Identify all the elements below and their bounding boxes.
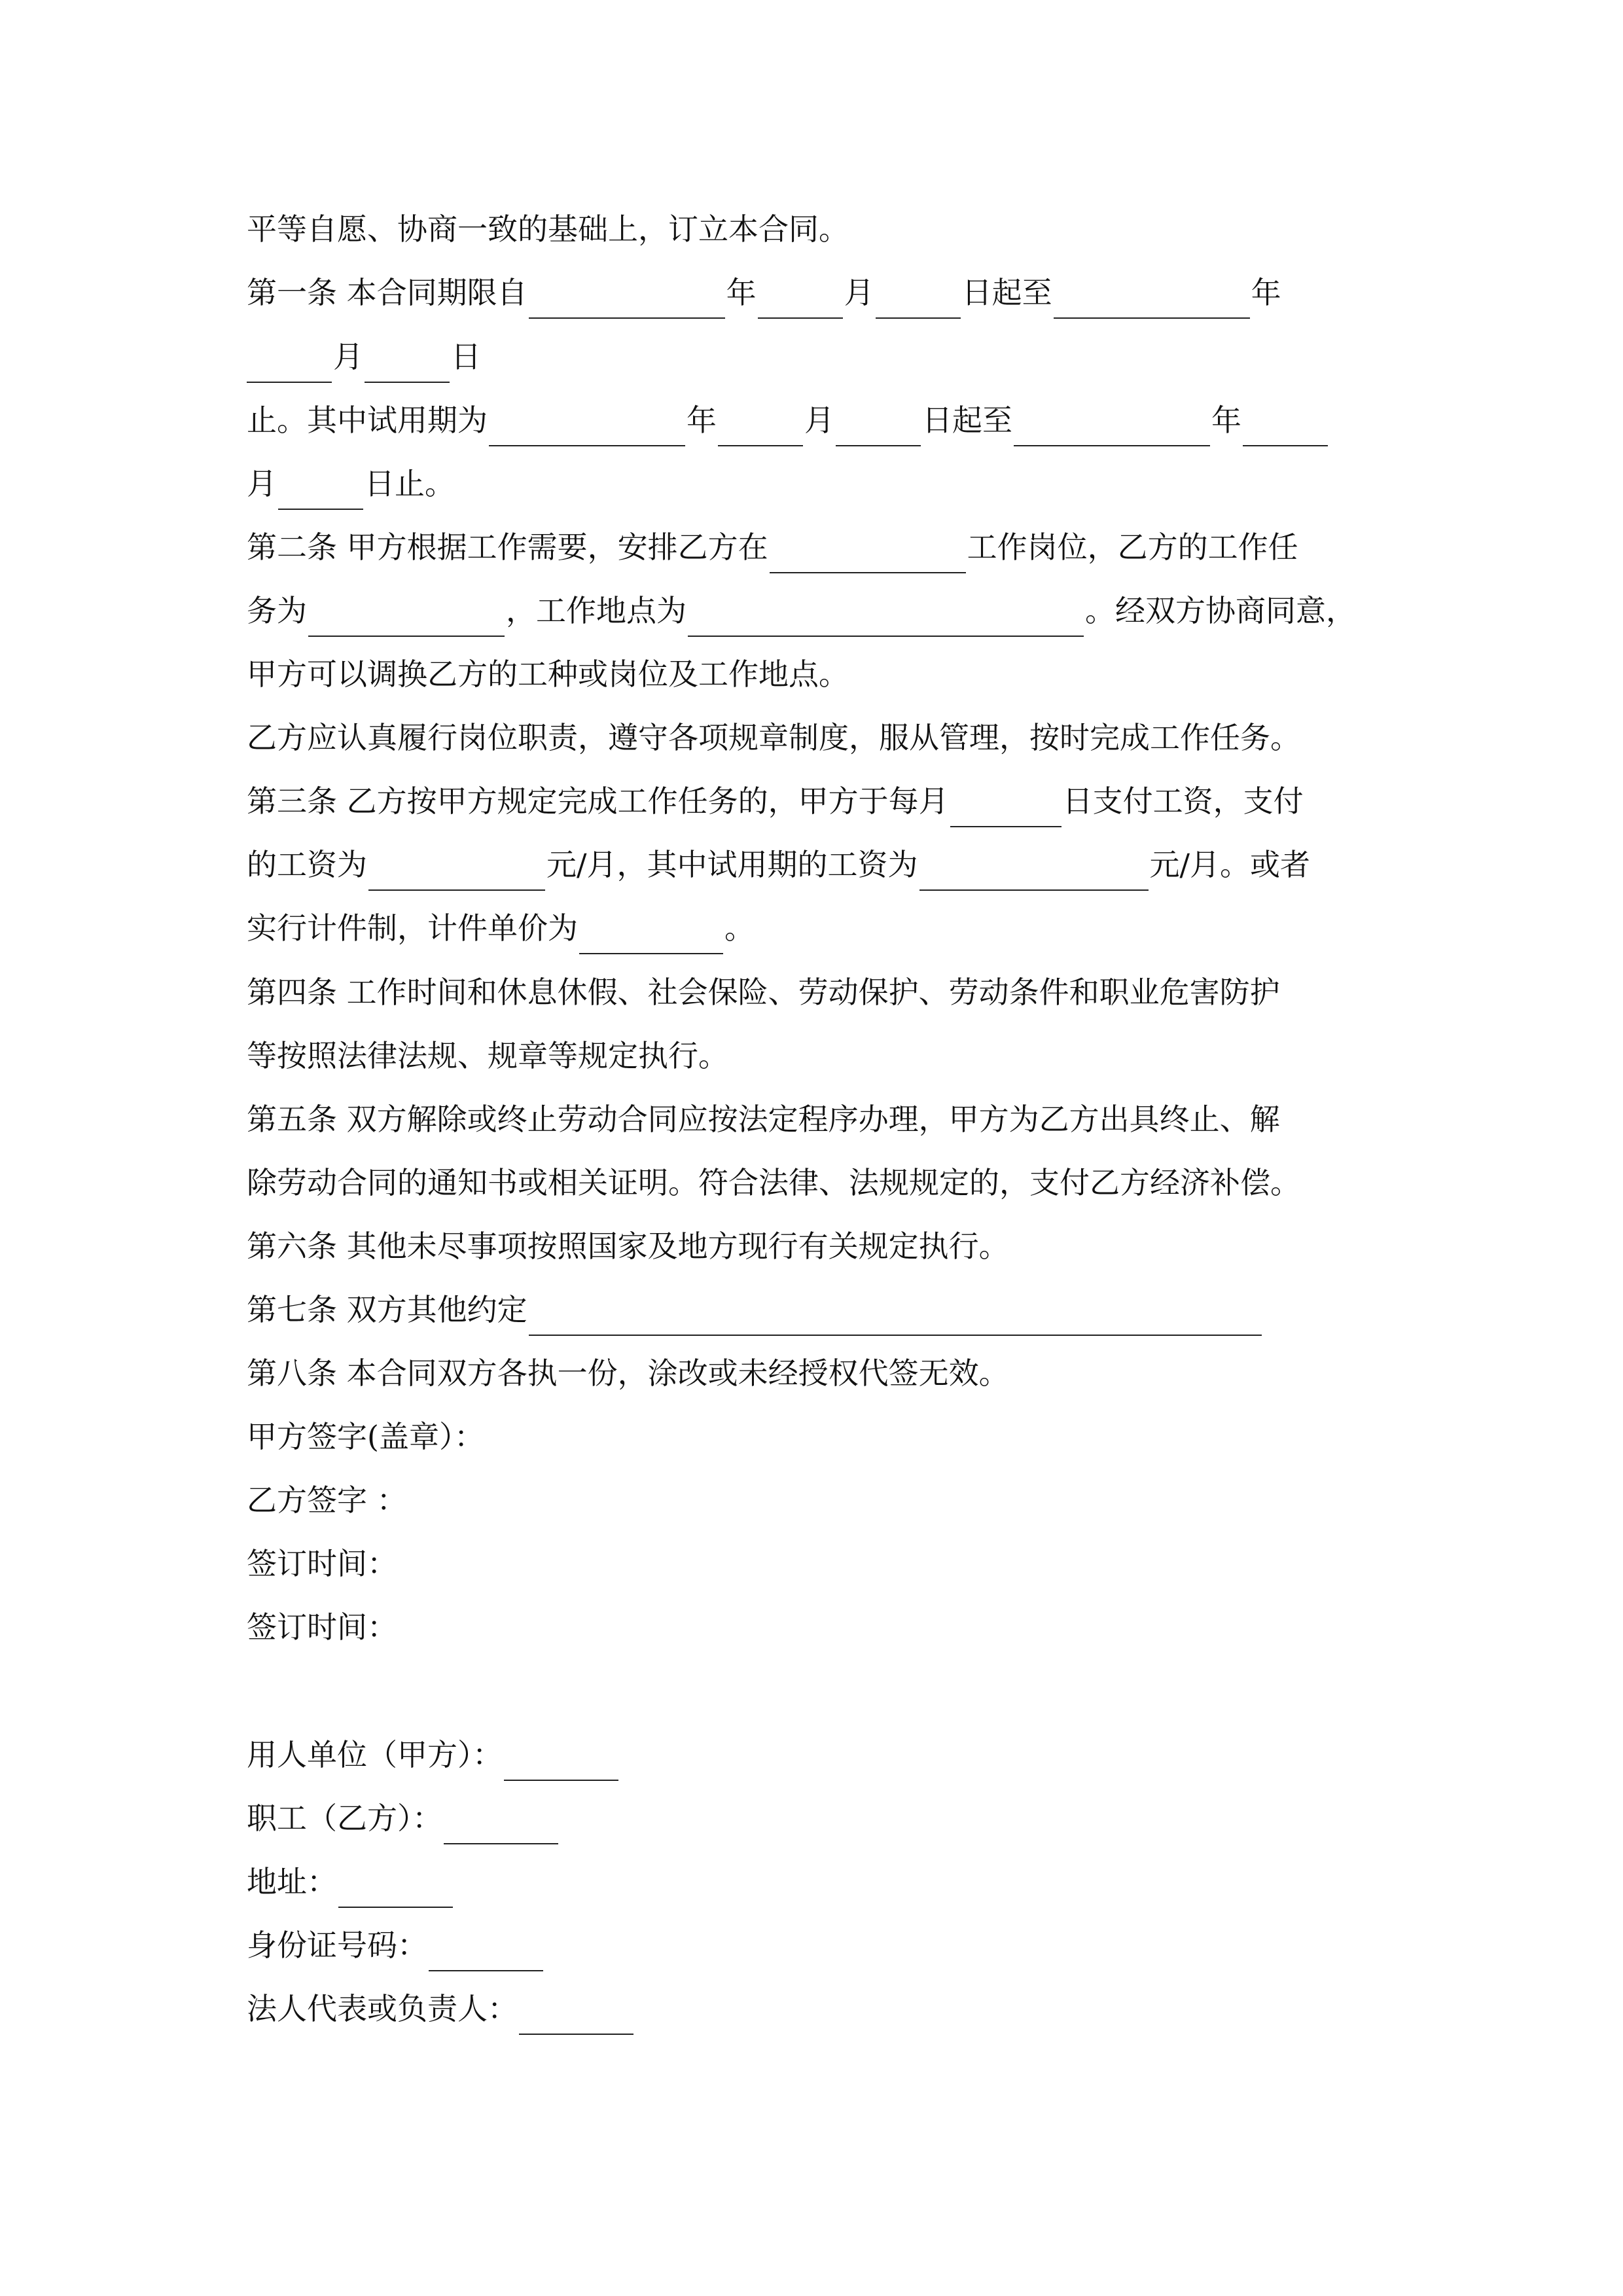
article-3-line-1 (247, 775, 1304, 827)
article-6-text: 第六条 其他未尽事项按照国家及地方现行有关规定执行。 (247, 1229, 1009, 1264)
article-4-text-cont: 等按照法律法规、规章等规定执行。 (247, 1038, 728, 1073)
article-1-line-2 (247, 331, 481, 383)
employee-blank (444, 1803, 558, 1844)
monthly-wage-blank (368, 849, 545, 891)
article-2-text: 第二条 甲方根据工作需要，安排乙方在 (247, 529, 768, 565)
probation-wage-blank (919, 849, 1149, 891)
probation-start-year-blank (489, 404, 685, 446)
contract-end-year-blank (1054, 277, 1250, 319)
month-label: 月 (804, 403, 834, 438)
legal-rep-label: 法人代表或负责人： (247, 1991, 518, 2026)
year-label: 年 (1211, 403, 1241, 438)
day-until-label: 日起至 (922, 403, 1012, 438)
work-location-label: ，工作地点为 (506, 593, 687, 628)
article-7-line (247, 1283, 1263, 1336)
duties-line (247, 711, 1300, 764)
month-label: 月 (247, 466, 277, 501)
wage-unit-label: 元/月。或者 (1149, 847, 1310, 882)
period-mark: 。 (724, 910, 755, 946)
employee-line (247, 1792, 560, 1844)
signing-date-line-1 (247, 1537, 397, 1590)
piece-rate-label: 实行计件制，计件单价为 (247, 910, 578, 946)
payday-blank (950, 785, 1061, 827)
party-b-signature-label: 乙方签字 ： (247, 1482, 407, 1518)
probation-start-day-blank (836, 404, 921, 446)
article-5-line-2 (247, 1157, 1300, 1209)
address-label: 地址： (247, 1864, 337, 1899)
address-blank (338, 1866, 453, 1908)
day-end-label: 日止。 (365, 466, 455, 501)
day-until-label: 日起至 (961, 275, 1052, 310)
article-2-line-2 (247, 584, 1356, 637)
article-7-text: 第七条 双方其他约定 (247, 1292, 527, 1327)
id-number-line (247, 1919, 544, 1971)
article-1-text: 第一条 本合同期限自 (247, 275, 527, 310)
contract-start-year-blank (529, 277, 725, 319)
article-4-text: 第四条 工作时间和休息休假、社会保险、劳动保护、劳动条件和职业危害防护 (247, 975, 1280, 1010)
contract-start-day-blank (876, 277, 961, 319)
article-1-line-4 (247, 457, 455, 510)
year-label: 年 (687, 403, 717, 438)
signing-date-label: 签订时间： (247, 1546, 397, 1581)
legal-rep-blank (519, 1993, 633, 2035)
month-label: 月 (333, 339, 363, 374)
article-6-line (247, 1220, 1009, 1272)
article-2-text-cont: 工作岗位，乙方的工作任 (967, 529, 1298, 565)
month-label: 月 (844, 275, 874, 310)
year-label: 年 (726, 275, 757, 310)
article-1-line-1 (247, 266, 1281, 319)
article-2-line-1 (247, 521, 1298, 573)
article-4-line-1 (247, 966, 1280, 1018)
probation-wage-label: 元/月，其中试用期的工资为 (546, 847, 918, 882)
signing-date-line-2 (247, 1601, 397, 1653)
employee-label: 职工（乙方）： (247, 1801, 442, 1836)
article-8-text: 第八条 本合同双方各执一份，涂改或未经授权代签无效。 (247, 1355, 1009, 1391)
article-2-text-end: 甲方可以调换乙方的工种或岗位及工作地点。 (247, 656, 849, 692)
article-5-line-1 (247, 1093, 1280, 1145)
article-2-text-cont: 。经双方协商同意， (1085, 593, 1356, 628)
contract-end-day-blank (365, 341, 450, 383)
probation-end-month-blank (1243, 404, 1328, 446)
employer-blank (504, 1739, 618, 1781)
probation-start-month-blank (718, 404, 803, 446)
preamble-line (247, 203, 849, 255)
preamble-text: 平等自愿、协商一致的基础上，订立本合同。 (247, 211, 849, 247)
employer-line (247, 1729, 620, 1781)
duty-label: 务为 (247, 593, 307, 628)
article-5-text: 第五条 双方解除或终止劳动合同应按法定程序办理，甲方为乙方出具终止、解 (247, 1102, 1280, 1137)
probation-end-year-blank (1014, 404, 1210, 446)
article-3-line-3 (247, 902, 755, 954)
other-agreement-blank (529, 1294, 1262, 1336)
contract-end-month-blank (247, 341, 332, 383)
article-4-line-2 (247, 1030, 728, 1082)
signing-date-label: 签订时间： (247, 1609, 397, 1645)
wage-label: 的工资为 (247, 847, 367, 882)
id-number-label: 身份证号码： (247, 1928, 427, 1963)
article-5-text-cont: 除劳动合同的通知书或相关证明。符合法律、法规规定的，支付乙方经济补偿。 (247, 1165, 1300, 1200)
contract-start-month-blank (758, 277, 843, 319)
job-position-blank (770, 531, 966, 573)
probation-text: 止。其中试用期为 (247, 403, 488, 438)
address-line (247, 1856, 454, 1908)
article-3-line-2 (247, 838, 1310, 891)
party-a-signature-line (247, 1410, 484, 1463)
day-label: 日 (451, 339, 481, 374)
work-location-blank (688, 595, 1084, 637)
party-a-signature-label: 甲方签字(盖章）： (247, 1419, 484, 1454)
article-3-text-cont: 日支付工资，支付 (1062, 783, 1304, 819)
party-b-signature-line (247, 1474, 407, 1526)
article-1-line-3 (247, 394, 1329, 446)
article-3-text: 第三条 乙方按甲方规定完成工作任务的，甲方于每月 (247, 783, 949, 819)
duties-text: 乙方应认真履行岗位职责，遵守各项规章制度，服从管理，按时完成工作任务。 (247, 720, 1300, 755)
article-2-line-3 (247, 648, 849, 700)
legal-rep-line (247, 1982, 635, 2035)
article-8-line (247, 1347, 1009, 1399)
employer-label: 用人单位（甲方）： (247, 1737, 503, 1772)
year-label: 年 (1251, 275, 1281, 310)
probation-end-day-blank (278, 468, 363, 510)
job-duty-blank (308, 595, 505, 637)
piece-rate-blank (579, 912, 723, 954)
id-number-blank (429, 1929, 543, 1971)
